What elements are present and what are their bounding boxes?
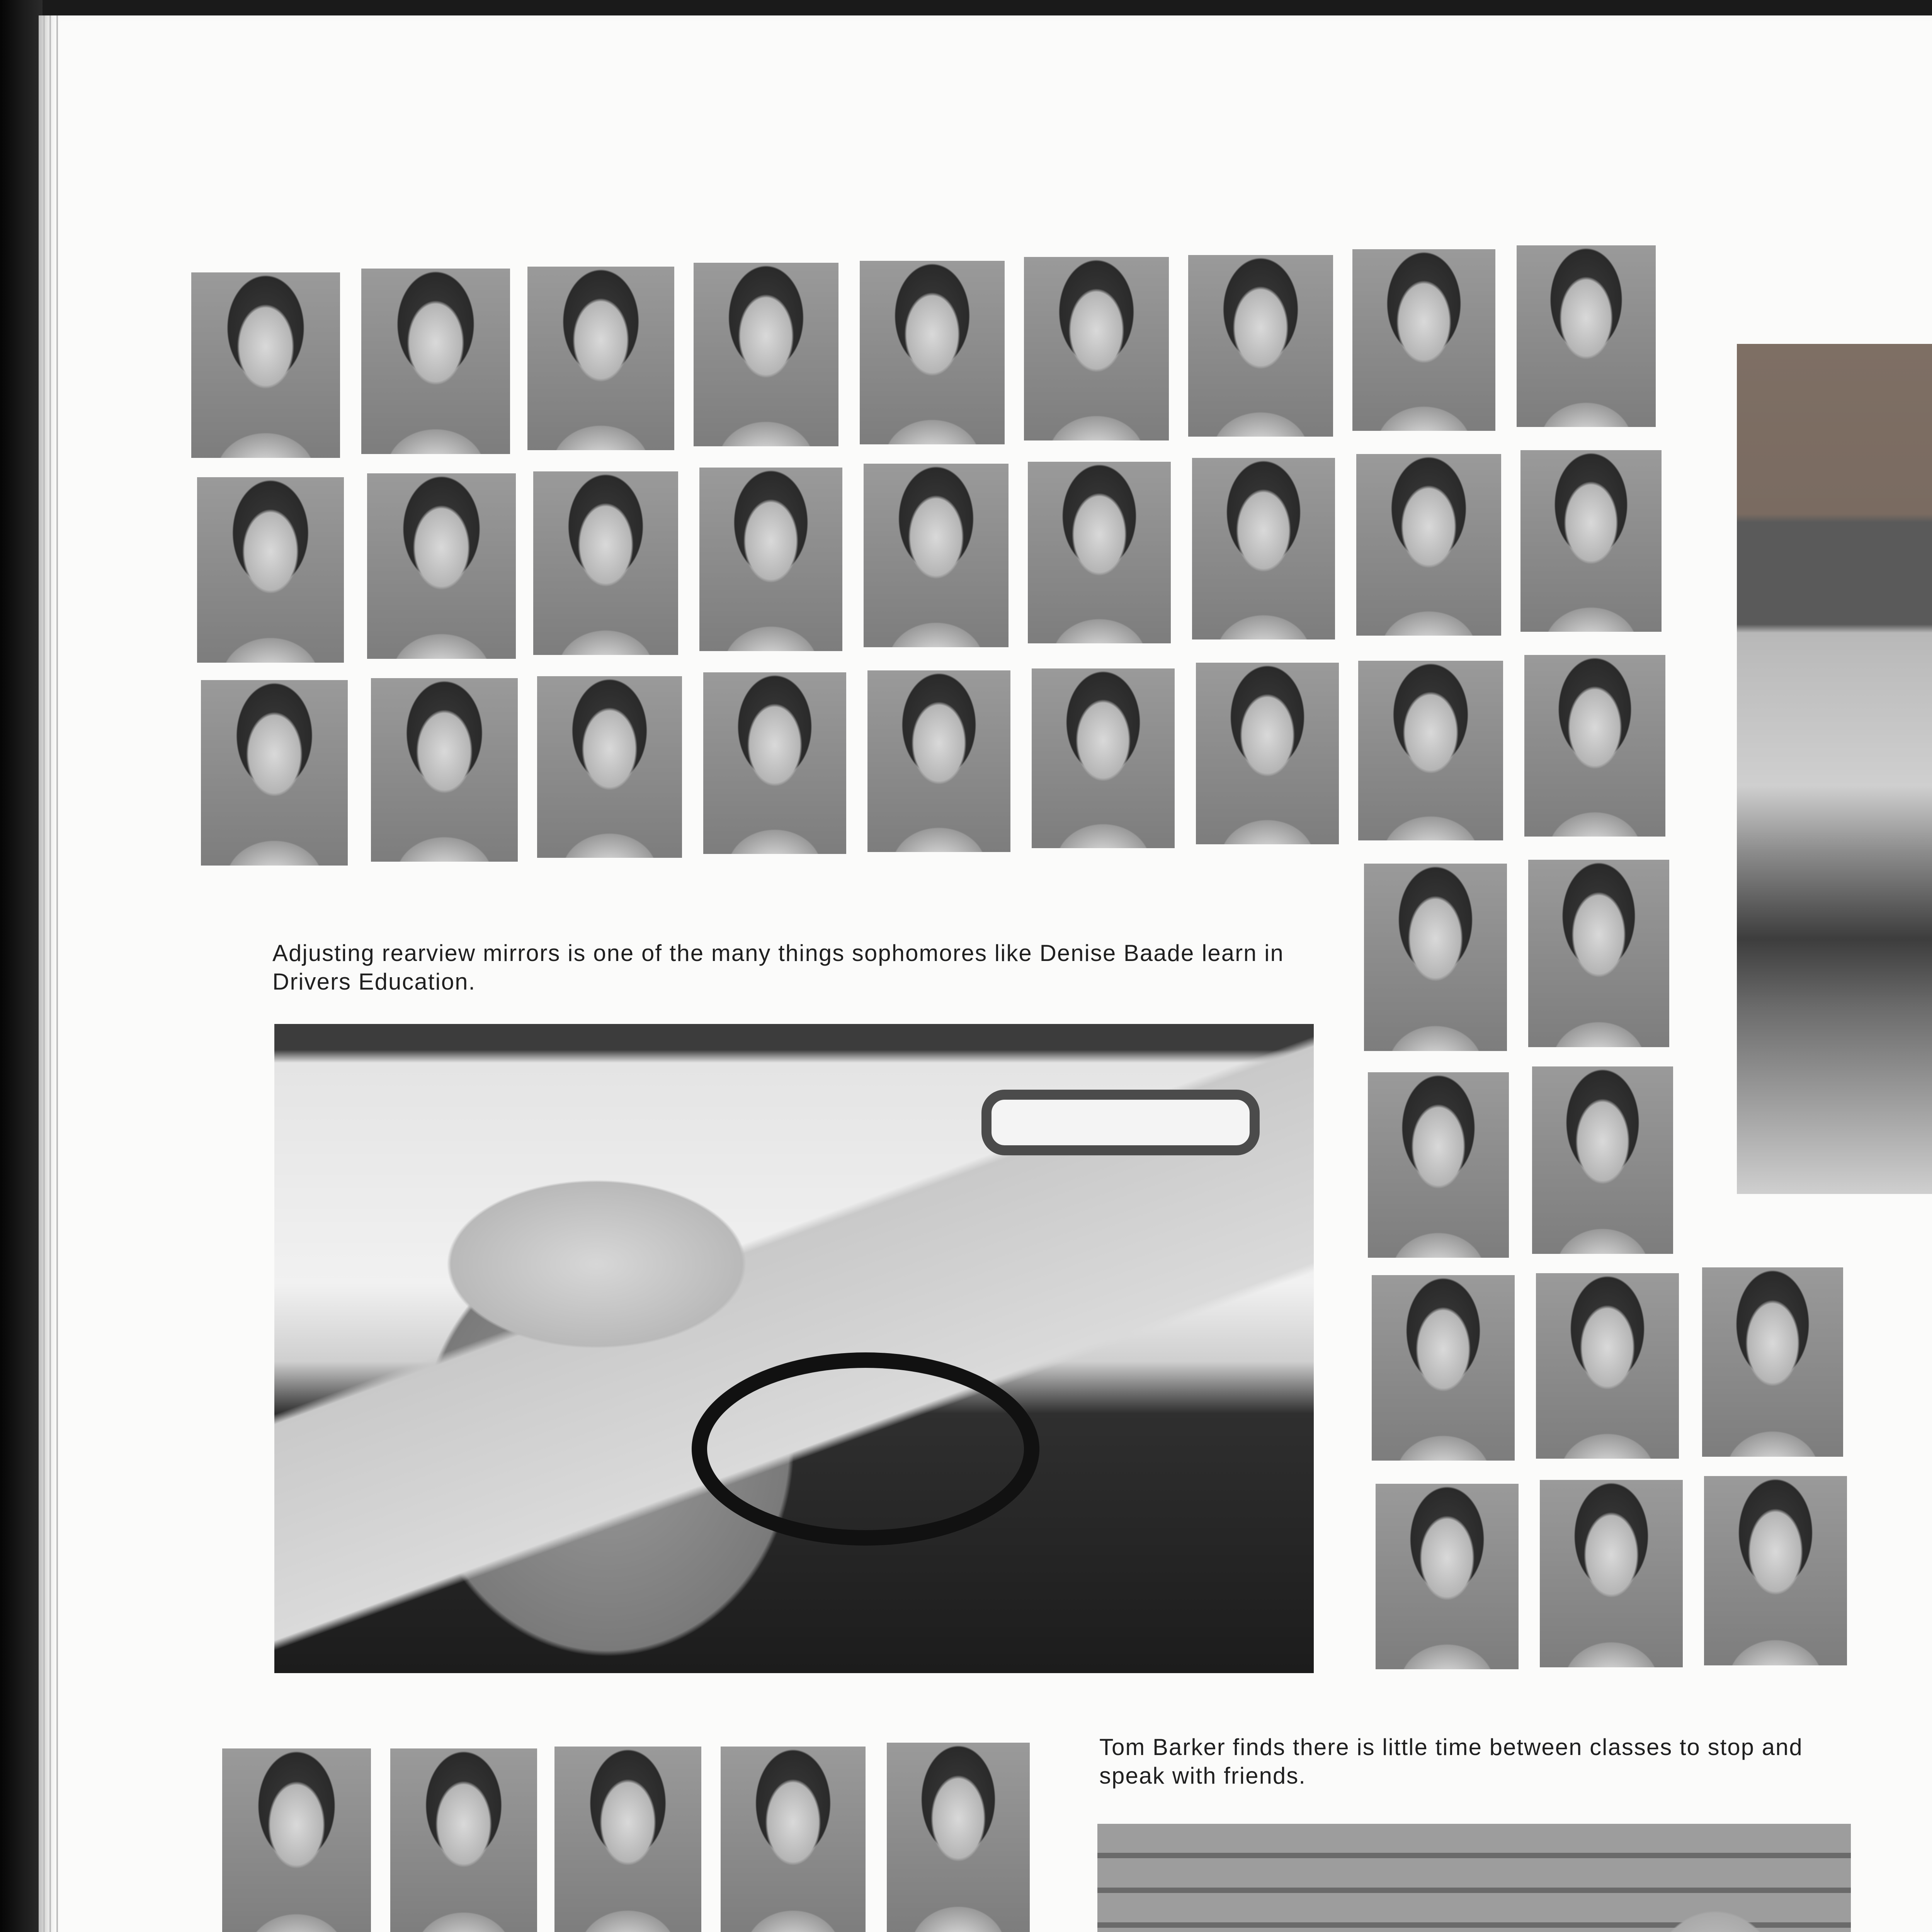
portrait-photo <box>1520 450 1662 632</box>
portrait-photo <box>1024 257 1169 440</box>
portrait-photo <box>721 1747 866 1932</box>
portrait-photo <box>390 1748 537 1932</box>
portrait-photo <box>864 464 1009 647</box>
portrait-photo <box>197 477 344 663</box>
portrait-photo <box>1536 1273 1679 1459</box>
rearview-mirror <box>981 1090 1260 1155</box>
portrait-photo <box>1704 1476 1847 1665</box>
portrait-photo <box>1528 860 1669 1047</box>
portrait-photo <box>1702 1267 1843 1457</box>
portrait-photo <box>1356 454 1501 636</box>
book-spine <box>0 0 43 1932</box>
portrait-photo <box>537 676 682 858</box>
portrait-photo <box>1032 668 1175 848</box>
portrait-photo <box>1192 458 1335 639</box>
portrait-photo <box>527 267 674 450</box>
portrait-photo <box>361 269 510 454</box>
portrait-photo <box>367 473 516 659</box>
portrait-photo <box>1532 1066 1673 1254</box>
portrait-photo <box>1028 462 1171 643</box>
portrait-photo <box>1524 655 1665 837</box>
portrait-photo <box>860 261 1005 444</box>
portrait-photo <box>867 670 1010 852</box>
portrait-photo <box>1188 255 1333 437</box>
hallway-friends-photo <box>1097 1824 1851 1932</box>
portrait-photo <box>1352 249 1495 431</box>
portrait-photo <box>1517 245 1656 427</box>
steering-wheel <box>692 1352 1039 1546</box>
portrait-photo <box>1540 1480 1683 1667</box>
portrait-photo <box>1358 661 1503 840</box>
portrait-photo <box>1364 864 1507 1051</box>
page-edge-line <box>56 15 58 1932</box>
portrait-photo <box>1196 663 1339 844</box>
portrait-photo <box>222 1748 371 1932</box>
portrait-photo <box>371 678 518 862</box>
portrait-photo <box>1376 1484 1519 1669</box>
portrait-photo <box>191 272 340 458</box>
portrait-photo <box>1372 1275 1515 1461</box>
portrait-photo <box>554 1747 701 1932</box>
portrait-photo <box>694 263 838 446</box>
page-edge-line <box>49 15 51 1932</box>
hallway-caption: Tom Barker finds there is little time between classes to stop and speak with friends. <box>1099 1734 1803 1789</box>
portrait-photo <box>1368 1072 1509 1258</box>
page-edge-line <box>43 15 45 1932</box>
portrait-photo <box>703 672 846 854</box>
drivers-education-photo <box>274 1024 1314 1673</box>
portrait-photo <box>699 468 842 651</box>
portrait-photo <box>887 1743 1030 1932</box>
drivers-ed-caption: Adjusting rearview mirrors is one of the many things sophomores like Denise Baade learn in Drivers Education. <box>272 940 1284 995</box>
portrait-photo <box>533 471 678 655</box>
campus-lawn-photo <box>1737 344 1932 1194</box>
portrait-photo <box>201 680 348 866</box>
